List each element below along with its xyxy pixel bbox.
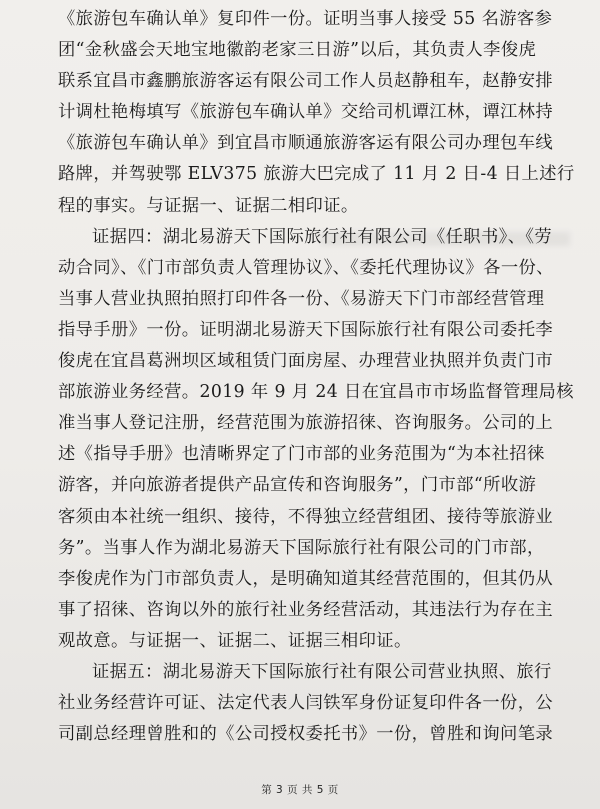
text-line: 观故意。与证据一、证据二、证据三相印证。	[58, 630, 412, 651]
text-line: 《旅游包车确认单》复印件一份。证明当事人接受 55 名游客参	[58, 9, 553, 29]
text-line: 当事人营业执照拍照打印件各一份、《易游天下门市部经营管理	[58, 288, 545, 309]
text-line: 社业务经营许可证、法定代表人闫铁军身份证复印件各一份，公	[58, 693, 554, 714]
text-line: 团“金秋盛会天地宝地徽韵老家三日游”以后，其负责人李俊虎	[58, 40, 537, 61]
text-line: 司副总经理曾胜和的《公司授权委托书》一份，曾胜和询问笔录	[58, 724, 554, 745]
text-line: 证据五：湖北易游天下国际旅行社有限公司营业执照、旅行	[92, 661, 552, 682]
text-line: 《旅游包车确认单》到宜昌市顺通旅游客运有限公司办理包车线	[58, 133, 554, 154]
text-line: 李俊虎作为门市部负责人，是明确知道其经营范围的，但其仍从	[58, 568, 554, 589]
page-footer: 第 3 页 共 5 页	[261, 784, 339, 796]
text-line: 述《指导手册》也清晰界定了门市部的业务范围为“为本社招徕	[58, 444, 545, 465]
text-line: 务”。当事人作为湖北易游天下国际旅行社有限公司的门市部，	[58, 537, 545, 558]
text-line: 动合同》、《门市部负责人管理协议》、《委托代理协议》各一份、	[58, 257, 554, 278]
text-line: 路牌，并驾驶鄂 ELV375 旅游大巴完成了 11 月 2 日-4 日上述行	[58, 164, 575, 185]
text-line: 联系宜昌市鑫鹏旅游客运有限公司工作人员赵静租车，赵静安排	[58, 71, 554, 92]
text-line: 指导手册》一份。证明湖北易游天下国际旅行社有限公司委托李	[58, 319, 554, 340]
text-line: 俊虎在宜昌葛洲坝区域租赁门面房屋、办理营业执照并负责门市	[58, 351, 554, 372]
text-line: 计调杜艳梅填写《旅游包车确认单》交给司机谭江林，谭江林持	[58, 102, 554, 123]
text-line: 游客，并向旅游者提供产品宣传和咨询服务”，门市部“所收游	[58, 475, 537, 496]
body-text	[58, 4, 575, 750]
text-line: 程的事实。与证据一、证据二相印证。	[58, 195, 359, 216]
text-line: 客须由本社统一组织、接待，不得独立经营组团、接待等旅游业	[58, 506, 554, 527]
text-line: 准当事人登记注册，经营范围为旅游招徕、咨询服务。公司的上	[58, 413, 554, 434]
text-line: 证据四：湖北易游天下国际旅行社有限公司《任职书》、《劳	[92, 226, 553, 247]
text-line: 事了招徕、咨询以外的旅行社业务经营活动，其违法行为存在主	[58, 599, 554, 620]
text-line: 部旅游业务经营。2019 年 9 月 24 日在宜昌市市场监督管理局核	[58, 382, 574, 403]
